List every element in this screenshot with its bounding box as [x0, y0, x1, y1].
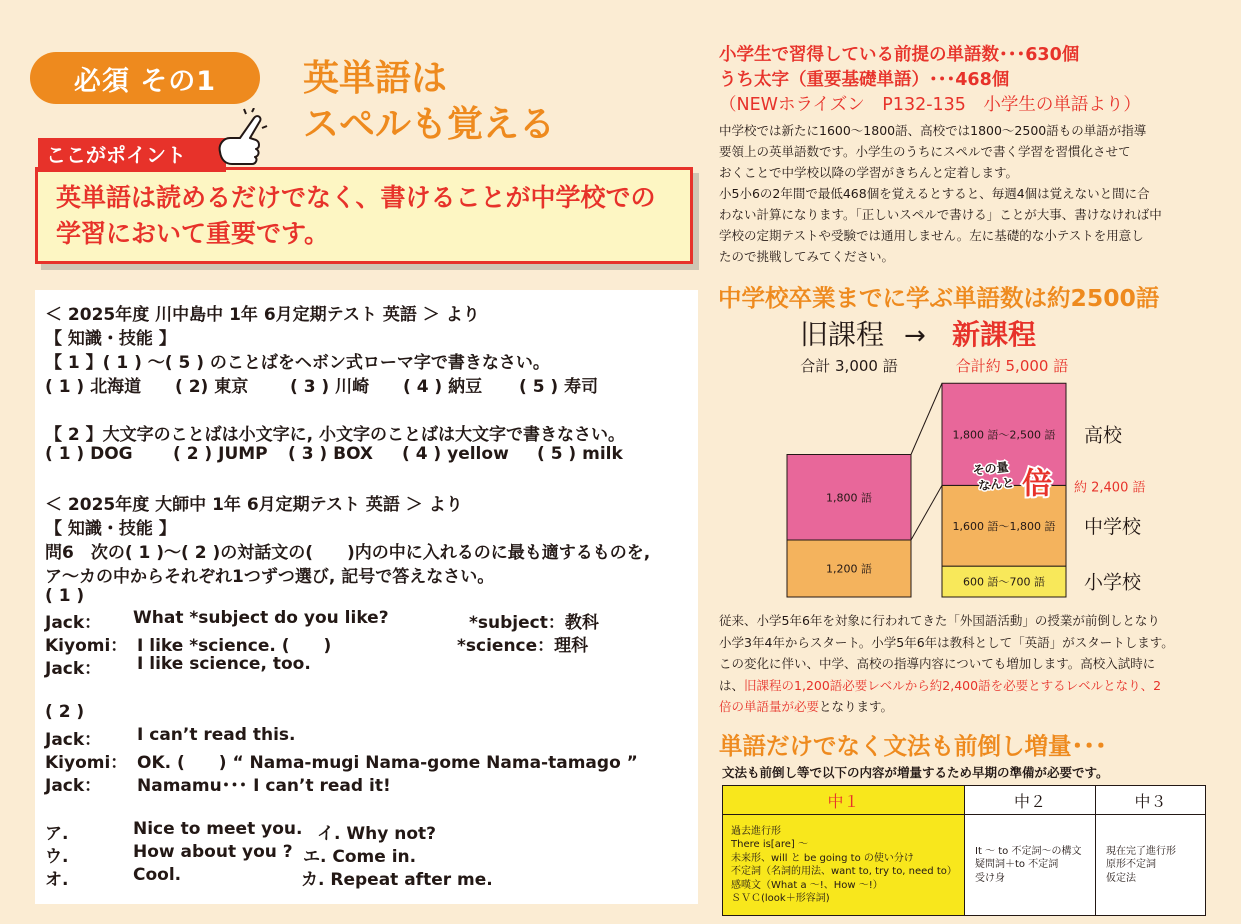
- chart-title-new: 新課程: [952, 318, 1037, 351]
- sticker-line-1: その量: [971, 459, 1010, 478]
- grammar-table: [722, 785, 1206, 916]
- bar-label-中学校: 1,200 語: [826, 562, 872, 576]
- curriculum-paragraph: 従来、小学5年6年を対象に行われてきた「外国語活動」の授業が前倒しとなり 小学3年4年からスタート。小学5年6年は教科として「英語」がスタートします。 この変化に伴い、中学、高校の指導内容についても増加します。高校入試時に は、旧課程の1,200語必要レベルから約2,400語を必要とするレベルとなり、2 倍の単語量が必要となります。: [719, 613, 1174, 714]
- headline-line-2: スペルも覚える: [303, 104, 556, 145]
- bar-total-new: 合計約 5,000 語: [955, 357, 1069, 375]
- intro-paragraph: 中学校では新たに1600～1800語、高校では1800～2500語もの単語が指導 要領上の英単語数です。小学生のうちにスペルで書く学習を習慣化させて おくことで中学校以降の学習がきちんと定着します。 小5小6の2年間で最低468個を覚えるとすると、毎週4個は覚えないと間に合 わない計算になります。「正しいスペルで書ける」ことが大事、書けなければ中 学校の定期テストや受験では通用しません。左に基礎的な小テストを用意し たので挑戦してみてください。: [719, 123, 1162, 264]
- test-questions-panel: ＜ 2025年度 川中島中 1年 6月定期テスト 英語 ＞ より 【 知識・技能 】 【 1 】( 1 ) ～( 5 ) のことばをヘボン式ローマ字で書きなさい。 ( 1 ) 北海道 ( 2) 東京 ( 3 ) 川崎 ( 4 ) 納豆 ( 5 ) 寿司 【 2 】大文字のことばは小文字に, 小文字のことばは大文字で書きなさい。 ( 1 ) DOG ( 2 ) JUMP ( 3 ) BOX ( 4 ) yellow ( 5 ) milk ＜ 2025年度 大師中 1年 6月定期テスト 英語 ＞ より 【 知識・技能 】 問6 次の( 1 )～( 2 )の対話文の( )内の中に入れるのに最も適するものを, ア～カの中からそれぞれ1つずつ選び, 記号で答えなさい。 ( 1 ) Jack： What *subject do you like? *subject：教科 Kiyomi： I like *science. ( ) *science：理科 Jack： I like science, too. ( 2 ) Jack： I can’t read this. Kiyomi： OK. ( ) “ Nama-mugi Nama-gome Nama-tamago ” Jack： Namamu･･･ I can’t read it! ア. Nice to meet you. イ. Why not? ウ. How about you ? エ. Come in. オ. Cool. カ. Repeat after me.: [35, 290, 698, 904]
- pointing-hand-icon: [210, 108, 268, 170]
- grammar-header-grade2: 中２: [965, 786, 1096, 815]
- point-box: [35, 167, 693, 264]
- bar-label-中学校: 1,600 語～1,800 語: [952, 519, 1056, 533]
- bar-label-小学校: 600 語～700 語: [963, 575, 1045, 589]
- sticker-line-2: なんと: [977, 475, 1015, 494]
- headline-line-1: 英単語は: [303, 58, 448, 99]
- grammar-header-grade1: 中１: [723, 786, 965, 815]
- chart-title-arrow: →: [904, 321, 926, 351]
- word-count-line-1: 小学生で習得している前提の単語数･･･630個: [719, 45, 1080, 65]
- vocab-stacked-chart: [712, 312, 1212, 602]
- point-line-2: 学習において重要です。: [56, 219, 330, 248]
- point-tab: ここがポイント: [38, 138, 226, 172]
- connector-top: [911, 383, 942, 454]
- grammar-subtitle: 文法も前倒し等で以下の内容が増量するため早期の準備が必要です。: [722, 765, 1109, 780]
- annotation-2400: 約 2,400 語: [1074, 480, 1146, 496]
- word-count-line-2: うち太字（重要基礎単語）･･･468個: [719, 70, 1010, 90]
- point-text: [56, 180, 656, 252]
- bar-label-高校: 1,800 語～2,500 語: [952, 428, 1056, 442]
- connector-middle: [911, 485, 942, 540]
- chart-title-old: 旧課程: [800, 318, 885, 351]
- series-name-小学校: 小学校: [1084, 571, 1142, 594]
- series-name-中学校: 中学校: [1084, 515, 1142, 538]
- grammar-content-row: [723, 815, 1206, 916]
- grammar-section-title: 単語だけでなく文法も前倒し増量･･･: [719, 732, 1107, 760]
- word-count-source: （NEWホライズン P132-135 小学生の単語より）: [719, 95, 1141, 115]
- headline: [303, 56, 555, 148]
- must-badge: 必須 その1: [30, 52, 260, 104]
- series-name-高校: 高校: [1084, 424, 1123, 447]
- grammar-cell-grade2: It ～ to 不定詞～の構文 疑問詞＋to 不定詞 受け身: [965, 815, 1096, 916]
- bar-total-old: 合計 3,000 語: [800, 357, 898, 375]
- grammar-cell-grade3: 現在完了進行形 原形不定詞 仮定法: [1096, 815, 1206, 916]
- bar-label-高校: 1,800 語: [826, 491, 872, 505]
- grammar-header-row: [723, 786, 1206, 815]
- point-line-1: 英単語は読めるだけでなく、書けることが中学校での: [56, 183, 656, 212]
- sticker-double: 倍: [1022, 466, 1052, 502]
- grammar-header-grade3: 中３: [1096, 786, 1206, 815]
- chart-section-title: 中学校卒業までに学ぶ単語数は約2500語: [718, 284, 1160, 312]
- grammar-cell-grade1: 過去進行形 There is[are] ～ 未来形、will と be going to の使い分け 不定詞（名詞的用法、want to, try to, need to） 感嘆文（What a ～!、How ～!） ＳＶＣ(look＋形容詞): [723, 815, 965, 916]
